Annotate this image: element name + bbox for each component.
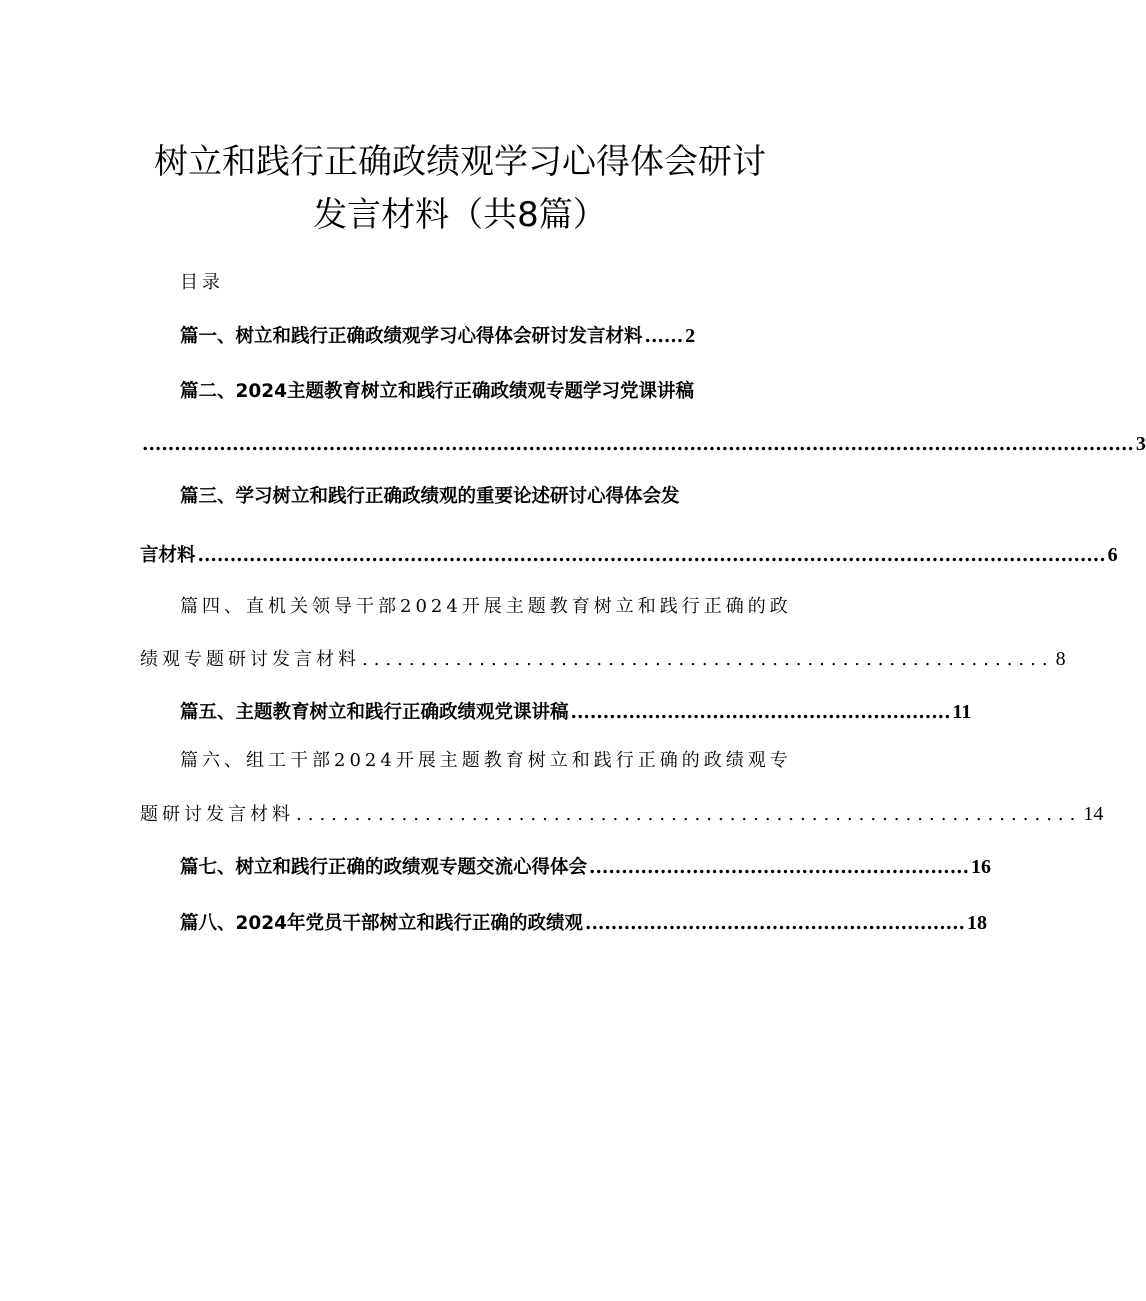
toc-entry-7[interactable] — [180, 853, 992, 881]
toc-entry-title-continued: 绩观专题研讨发言材料 — [140, 649, 360, 670]
toc-entry-title: 篇一、树立和践行正确政绩观学习心得体会研讨发言材料 — [180, 326, 643, 347]
toc-entry-6-line-2[interactable] — [140, 800, 1104, 828]
toc-leader-dots: ................................................................... — [296, 804, 1082, 825]
toc-page-number: 14 — [1083, 803, 1104, 825]
toc-leader-dots: ............................................................................................................................................. — [197, 545, 1106, 566]
toc-page-number: 16 — [971, 856, 992, 878]
document-title-line-1: 树立和践行正确政绩观学习心得体会研讨 — [154, 142, 766, 182]
toc-entry-2-line-2[interactable] — [140, 430, 1146, 458]
toc-page-number: 2 — [685, 325, 696, 347]
toc-page-number: 8 — [1055, 648, 1066, 670]
document-title-line-2: 发言材料（共8篇） — [313, 195, 607, 235]
toc-entry-title: 篇七、树立和践行正确的政绩观专题交流心得体会 — [180, 857, 588, 878]
toc-entry-title: 篇三、学习树立和践行正确政绩观的重要论述研讨心得体会发 — [180, 486, 680, 507]
toc-entry-3-line-1[interactable] — [180, 483, 680, 511]
toc-page-number: 6 — [1107, 544, 1118, 566]
toc-entry-title: 篇八、2024年党员干部树立和践行正确的政绩观 — [180, 913, 583, 934]
toc-page-number: 3 — [1135, 433, 1146, 455]
toc-entry-4-line-2[interactable] — [140, 645, 1066, 673]
toc-leader-dots: ........................................................... — [589, 857, 970, 878]
toc-entry-title: 篇二、2024主题教育树立和践行正确政绩观专题学习党课讲稿 — [180, 381, 694, 402]
toc-entry-title: 篇五、主题教育树立和践行正确政绩观党课讲稿 — [180, 702, 569, 723]
toc-entry-title: 篇四、直机关领导干部2024开展主题教育树立和践行正确的政 — [180, 596, 792, 617]
toc-entry-8[interactable] — [180, 909, 987, 937]
toc-entry-4-line-1[interactable] — [180, 593, 792, 621]
toc-leader-dots: ........................................................... — [362, 649, 1054, 670]
toc-leader-dots: ...... — [644, 326, 684, 347]
toc-entry-2-line-1[interactable] — [180, 378, 694, 406]
toc-entry-1[interactable] — [180, 322, 780, 350]
toc-entry-5[interactable] — [180, 698, 972, 726]
toc-entry-title-continued: 言材料 — [140, 545, 196, 566]
toc-page-number: 11 — [952, 701, 972, 723]
toc-heading: 目录 — [180, 272, 224, 293]
toc-leader-dots: ........................................................... — [585, 913, 965, 934]
toc-leader-dots: ........................................................... — [570, 702, 951, 723]
toc-entry-6-line-1[interactable] — [180, 747, 792, 775]
toc-entry-title-continued: 题研讨发言材料 — [140, 804, 294, 825]
toc-page-number: 18 — [967, 912, 987, 934]
toc-entry-3-line-2[interactable] — [140, 541, 1118, 569]
toc-entry-title: 篇六、组工干部2024开展主题教育树立和践行正确的政绩观专 — [180, 750, 792, 771]
toc-leader-dots: .......................................................................................................................................................... — [142, 434, 1134, 455]
